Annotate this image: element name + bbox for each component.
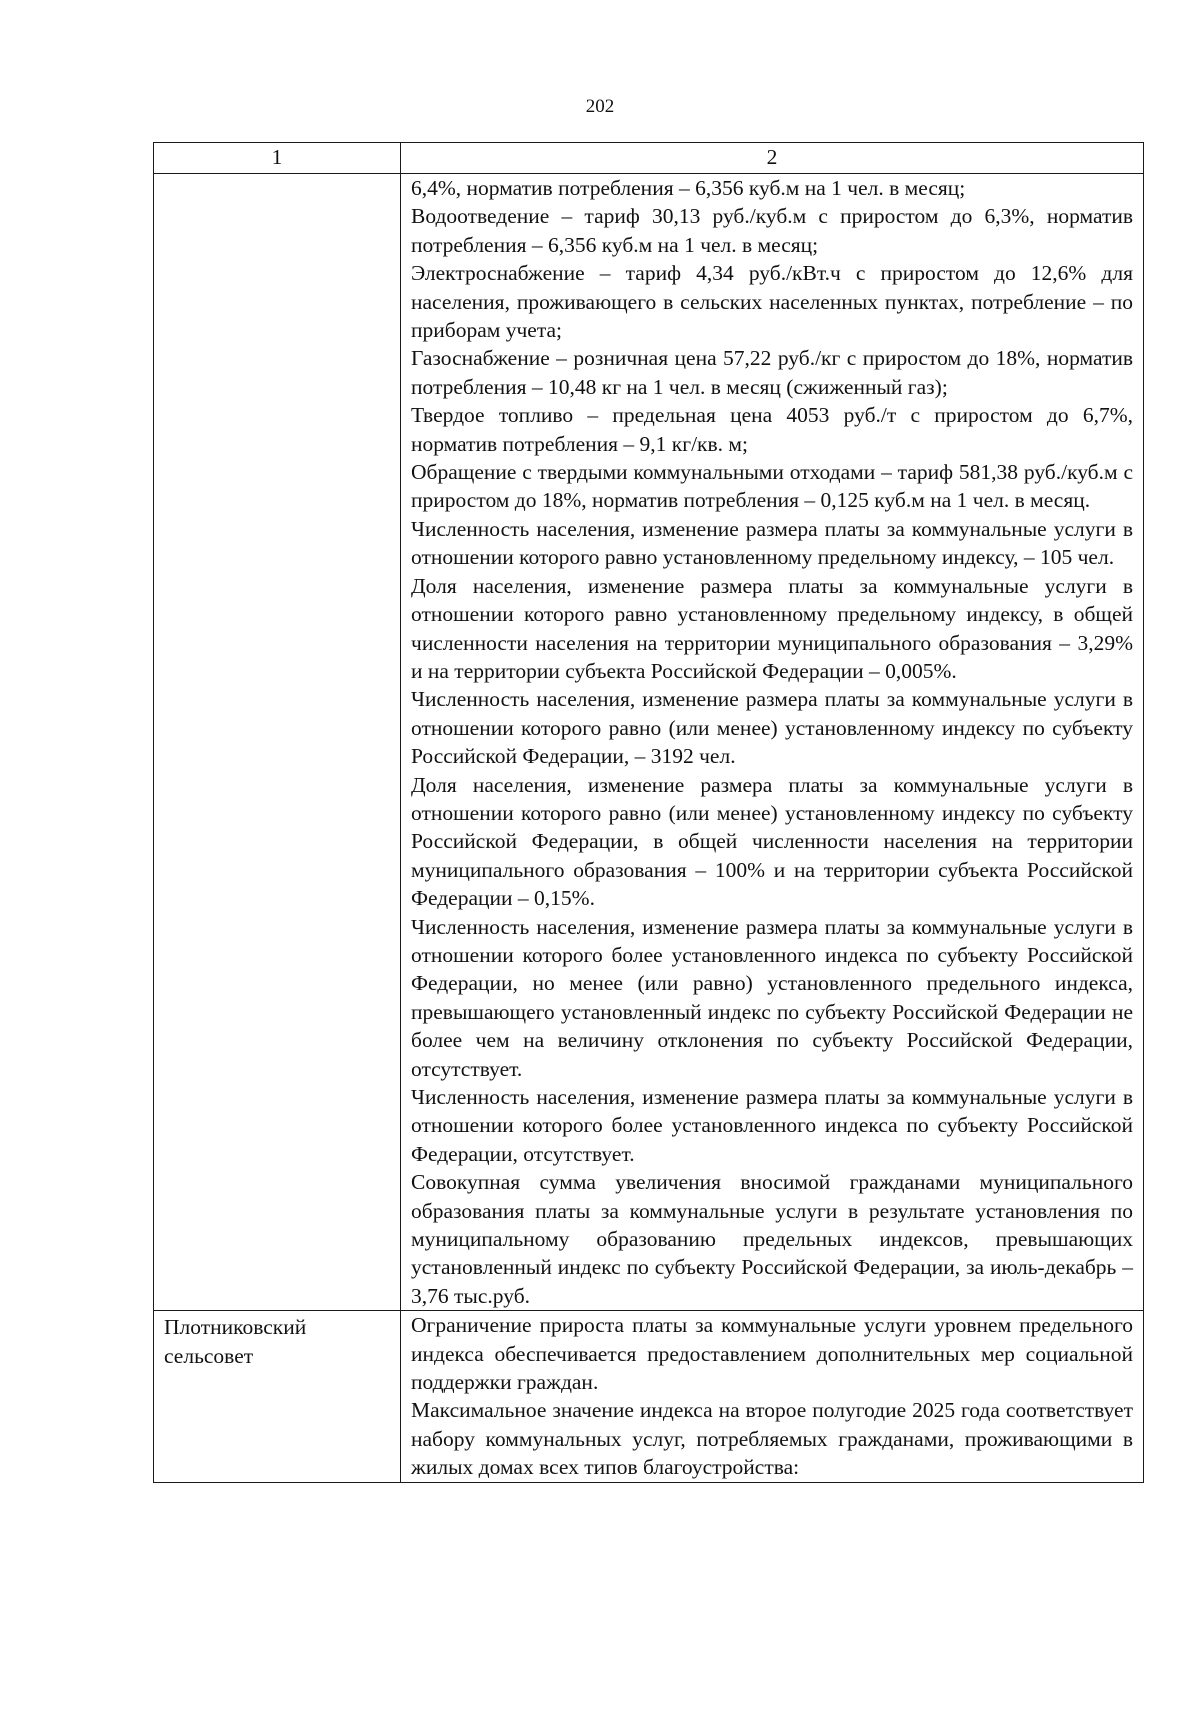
paragraph: Численность населения, изменение размера платы за коммунальные услуги в отношении которого более установленного индекса по субъекту Российской Федерации, отсутствует. — [411, 1085, 1133, 1166]
table-row — [154, 1311, 1144, 1482]
paragraph: Обращение с твердыми коммунальными отходами – тариф 581,38 руб./куб.м с приростом до 18%, норматив потребления – 0,125 куб.м на 1 чел. в месяц. — [411, 460, 1133, 513]
paragraph: Численность населения, изменение размера платы за коммунальные услуги в отношении которого более установленного индекса по субъекту Российской Федерации, но менее (или равно) установленного предельного индекса, превышающего установленный индекс по субъекту Российской Федерации не более чем на величину отклонения по субъекту Российской Федерации, отсутствует. — [411, 914, 1133, 1081]
table-row — [154, 174, 1144, 1311]
description-cell — [401, 1311, 1144, 1482]
paragraph: Ограничение прироста платы за коммунальные услуги уровнем предельного индекса обеспечивается предоставлением дополнительных мер социальной поддержки граждан. — [411, 1313, 1133, 1395]
paragraph: Водоотведение – тариф 30,13 руб./куб.м с приростом до 6,3%, норматив потребления – 6,356 куб.м на 1 чел. в месяц; — [411, 204, 1133, 257]
paragraph: 6,4%, норматив потребления – 6,356 куб.м на 1 чел. в месяц; — [411, 176, 966, 200]
paragraph: Численность населения, изменение размера платы за коммунальные услуги в отношении которого равно установленному предельному индексу, – 105 чел. — [411, 516, 1133, 570]
description-cell — [401, 174, 1144, 1311]
paragraph: Доля населения, изменение размера платы за коммунальные услуги в отношении которого равно установленному предельному индексу, в общей численности населения на территории муниципального образования – 3,29% и на территории субъекта Российской Федерации – 0,005%. — [411, 573, 1133, 683]
region-cell: Плотниковский сельсовет — [154, 1311, 401, 1482]
column-header-1: 1 — [154, 143, 401, 174]
table-header-row — [154, 143, 1144, 174]
page-number: 202 — [585, 96, 615, 117]
paragraph: Доля населения, изменение размера платы за коммунальные услуги в отношении которого равно (или менее) установленному индексу по субъекту Российской Федерации, в общей численности населения на территории муниципального образования – 100% и на территории субъекта Российской Федерации – 0,15%. — [411, 772, 1133, 911]
paragraph: Газоснабжение – розничная цена 57,22 руб./кг с приростом до 18%, норматив потребления – 10,48 кг на 1 чел. в месяц (сжиженный газ); — [411, 346, 1133, 399]
paragraph: Твердое топливо – предельная цена 4053 руб./т с приростом до 6,7%, норматив потребления – 9,1 кг/кв. м; — [411, 403, 1133, 456]
paragraph: Максимальное значение индекса на второе полугодие 2025 года соответствует набору коммунальных услуг, потребляемых гражданами, проживающими в жилых домах всех типов благоустройства: — [411, 1398, 1133, 1480]
document-table — [153, 142, 1144, 1483]
region-cell — [154, 174, 401, 1311]
paragraph: Совокупная сумма увеличения вносимой гражданами муниципального образования платы за коммунальные услуги в результате установления по муниципальному образованию предельных индексов, превышающих установленный индекс по субъекту Российской Федерации, за июль-декабрь – 3,76 тыс.руб. — [411, 1170, 1133, 1308]
paragraph: Численность населения, изменение размера платы за коммунальные услуги в отношении которого равно (или менее) установленному индексу по субъекту Российской Федерации, – 3192 чел. — [411, 687, 1133, 769]
column-header-2: 2 — [401, 143, 1144, 174]
paragraph: Электроснабжение – тариф 4,34 руб./кВт.ч с приростом до 12,6% для населения, проживающего в сельских населенных пунктах, потребление – по приборам учета; — [411, 261, 1133, 343]
